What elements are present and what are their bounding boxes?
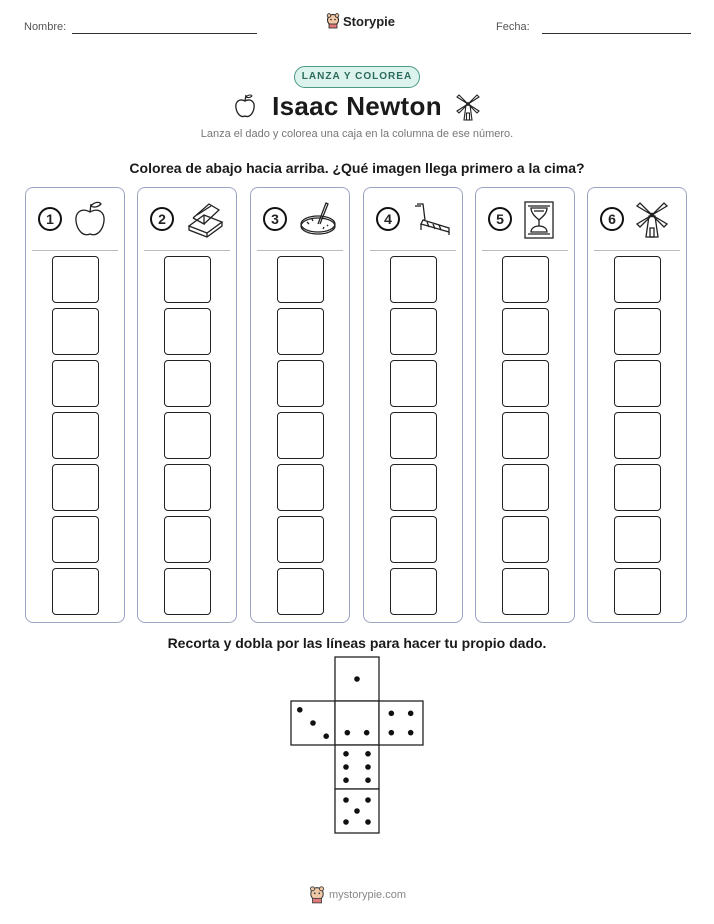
die-pip	[354, 676, 360, 682]
color-box[interactable]	[52, 568, 99, 615]
die-face-4	[379, 701, 423, 745]
windmill-icon	[635, 200, 669, 238]
color-box[interactable]	[614, 360, 661, 407]
color-box[interactable]	[52, 412, 99, 459]
color-box[interactable]	[52, 360, 99, 407]
color-box[interactable]	[502, 308, 549, 355]
subtitle: Lanza el dado y colorea una caja en la columna de ese número.	[200, 128, 514, 140]
sundial-icon	[298, 200, 338, 238]
die-pip	[365, 764, 371, 770]
brand-logo	[326, 13, 395, 29]
die-pip	[389, 730, 395, 736]
die-pip	[364, 730, 370, 736]
die-pip	[389, 711, 395, 717]
color-box[interactable]	[52, 308, 99, 355]
die-pip	[310, 720, 316, 726]
die-pip	[323, 733, 329, 739]
die-pip	[365, 819, 371, 825]
color-box[interactable]	[390, 412, 437, 459]
die-pip	[365, 777, 371, 783]
color-box[interactable]	[277, 256, 324, 303]
column-number: 1	[38, 207, 62, 231]
column-divider	[32, 250, 118, 251]
name-field[interactable]	[72, 33, 257, 34]
die-net	[290, 656, 426, 836]
die-pip	[345, 730, 351, 736]
color-box[interactable]	[390, 308, 437, 355]
windmill-icon	[455, 93, 481, 121]
color-box[interactable]	[614, 308, 661, 355]
die-pip	[365, 797, 371, 803]
color-box[interactable]	[277, 568, 324, 615]
die-pip	[343, 751, 349, 757]
color-box[interactable]	[52, 516, 99, 563]
color-box[interactable]	[502, 516, 549, 563]
color-box[interactable]	[390, 256, 437, 303]
page-title: Isaac Newton	[272, 91, 442, 121]
color-box[interactable]	[502, 360, 549, 407]
date-label: Fecha:	[496, 21, 530, 33]
color-box[interactable]	[614, 412, 661, 459]
die-pip	[354, 808, 360, 814]
column-number: 2	[150, 207, 174, 231]
color-box[interactable]	[502, 568, 549, 615]
apple-icon	[73, 200, 107, 238]
die-face-6	[335, 745, 379, 789]
color-box[interactable]	[52, 256, 99, 303]
treadmill-icon	[411, 200, 453, 238]
color-box[interactable]	[164, 256, 211, 303]
footer-url: mystorypie.com	[329, 889, 407, 901]
color-box[interactable]	[277, 516, 324, 563]
column-divider	[257, 250, 343, 251]
color-box[interactable]	[614, 568, 661, 615]
color-box[interactable]	[277, 308, 324, 355]
die-pip	[408, 711, 414, 717]
color-box[interactable]	[277, 412, 324, 459]
color-box[interactable]	[390, 360, 437, 407]
die-pip	[343, 777, 349, 783]
column-divider	[594, 250, 680, 251]
column-6	[587, 187, 687, 623]
color-box[interactable]	[614, 516, 661, 563]
color-box[interactable]	[277, 360, 324, 407]
name-label: Nombre:	[24, 21, 67, 33]
die-pip	[343, 764, 349, 770]
die-face-1	[335, 657, 379, 701]
color-box[interactable]	[277, 464, 324, 511]
color-box[interactable]	[390, 568, 437, 615]
color-box[interactable]	[164, 412, 211, 459]
color-box[interactable]	[614, 256, 661, 303]
column-divider	[482, 250, 568, 251]
column-number: 5	[488, 207, 512, 231]
activity-badge: LANZA Y COLOREA	[294, 66, 420, 88]
footer	[309, 886, 406, 904]
die-pip	[343, 819, 349, 825]
color-box[interactable]	[390, 464, 437, 511]
die-face-2	[335, 701, 379, 745]
color-box[interactable]	[390, 516, 437, 563]
water-clock-icon	[523, 200, 555, 240]
storypie-mascot-icon	[309, 886, 325, 904]
color-instruction: Colorea de abajo hacia arriba. ¿Qué imagen llega primero a la cima?	[129, 160, 585, 176]
color-box[interactable]	[164, 308, 211, 355]
color-box[interactable]	[164, 360, 211, 407]
color-box[interactable]	[502, 256, 549, 303]
column-4	[363, 187, 463, 623]
color-box[interactable]	[502, 464, 549, 511]
die-pip	[365, 751, 371, 757]
column-2	[137, 187, 237, 623]
color-box[interactable]	[502, 412, 549, 459]
brand-name: Storypie	[343, 13, 396, 29]
color-box[interactable]	[52, 464, 99, 511]
die-face-3	[291, 701, 335, 745]
color-box[interactable]	[164, 568, 211, 615]
color-box[interactable]	[164, 516, 211, 563]
die-pip	[343, 797, 349, 803]
column-number: 6	[600, 207, 624, 231]
column-1	[25, 187, 125, 623]
date-field[interactable]	[542, 33, 691, 34]
color-box[interactable]	[614, 464, 661, 511]
die-face-5	[335, 789, 379, 833]
column-number: 3	[263, 207, 287, 231]
column-5	[475, 187, 575, 623]
column-number: 4	[376, 207, 400, 231]
die-pip	[297, 707, 303, 713]
book-icon	[185, 200, 225, 238]
die-pip	[408, 730, 414, 736]
column-divider	[370, 250, 456, 251]
color-box[interactable]	[164, 464, 211, 511]
column-3	[250, 187, 350, 623]
storypie-mascot-icon	[326, 13, 340, 29]
cut-instruction: Recorta y dobla por las líneas para hacer tu propio dado.	[167, 635, 547, 651]
column-divider	[144, 250, 230, 251]
